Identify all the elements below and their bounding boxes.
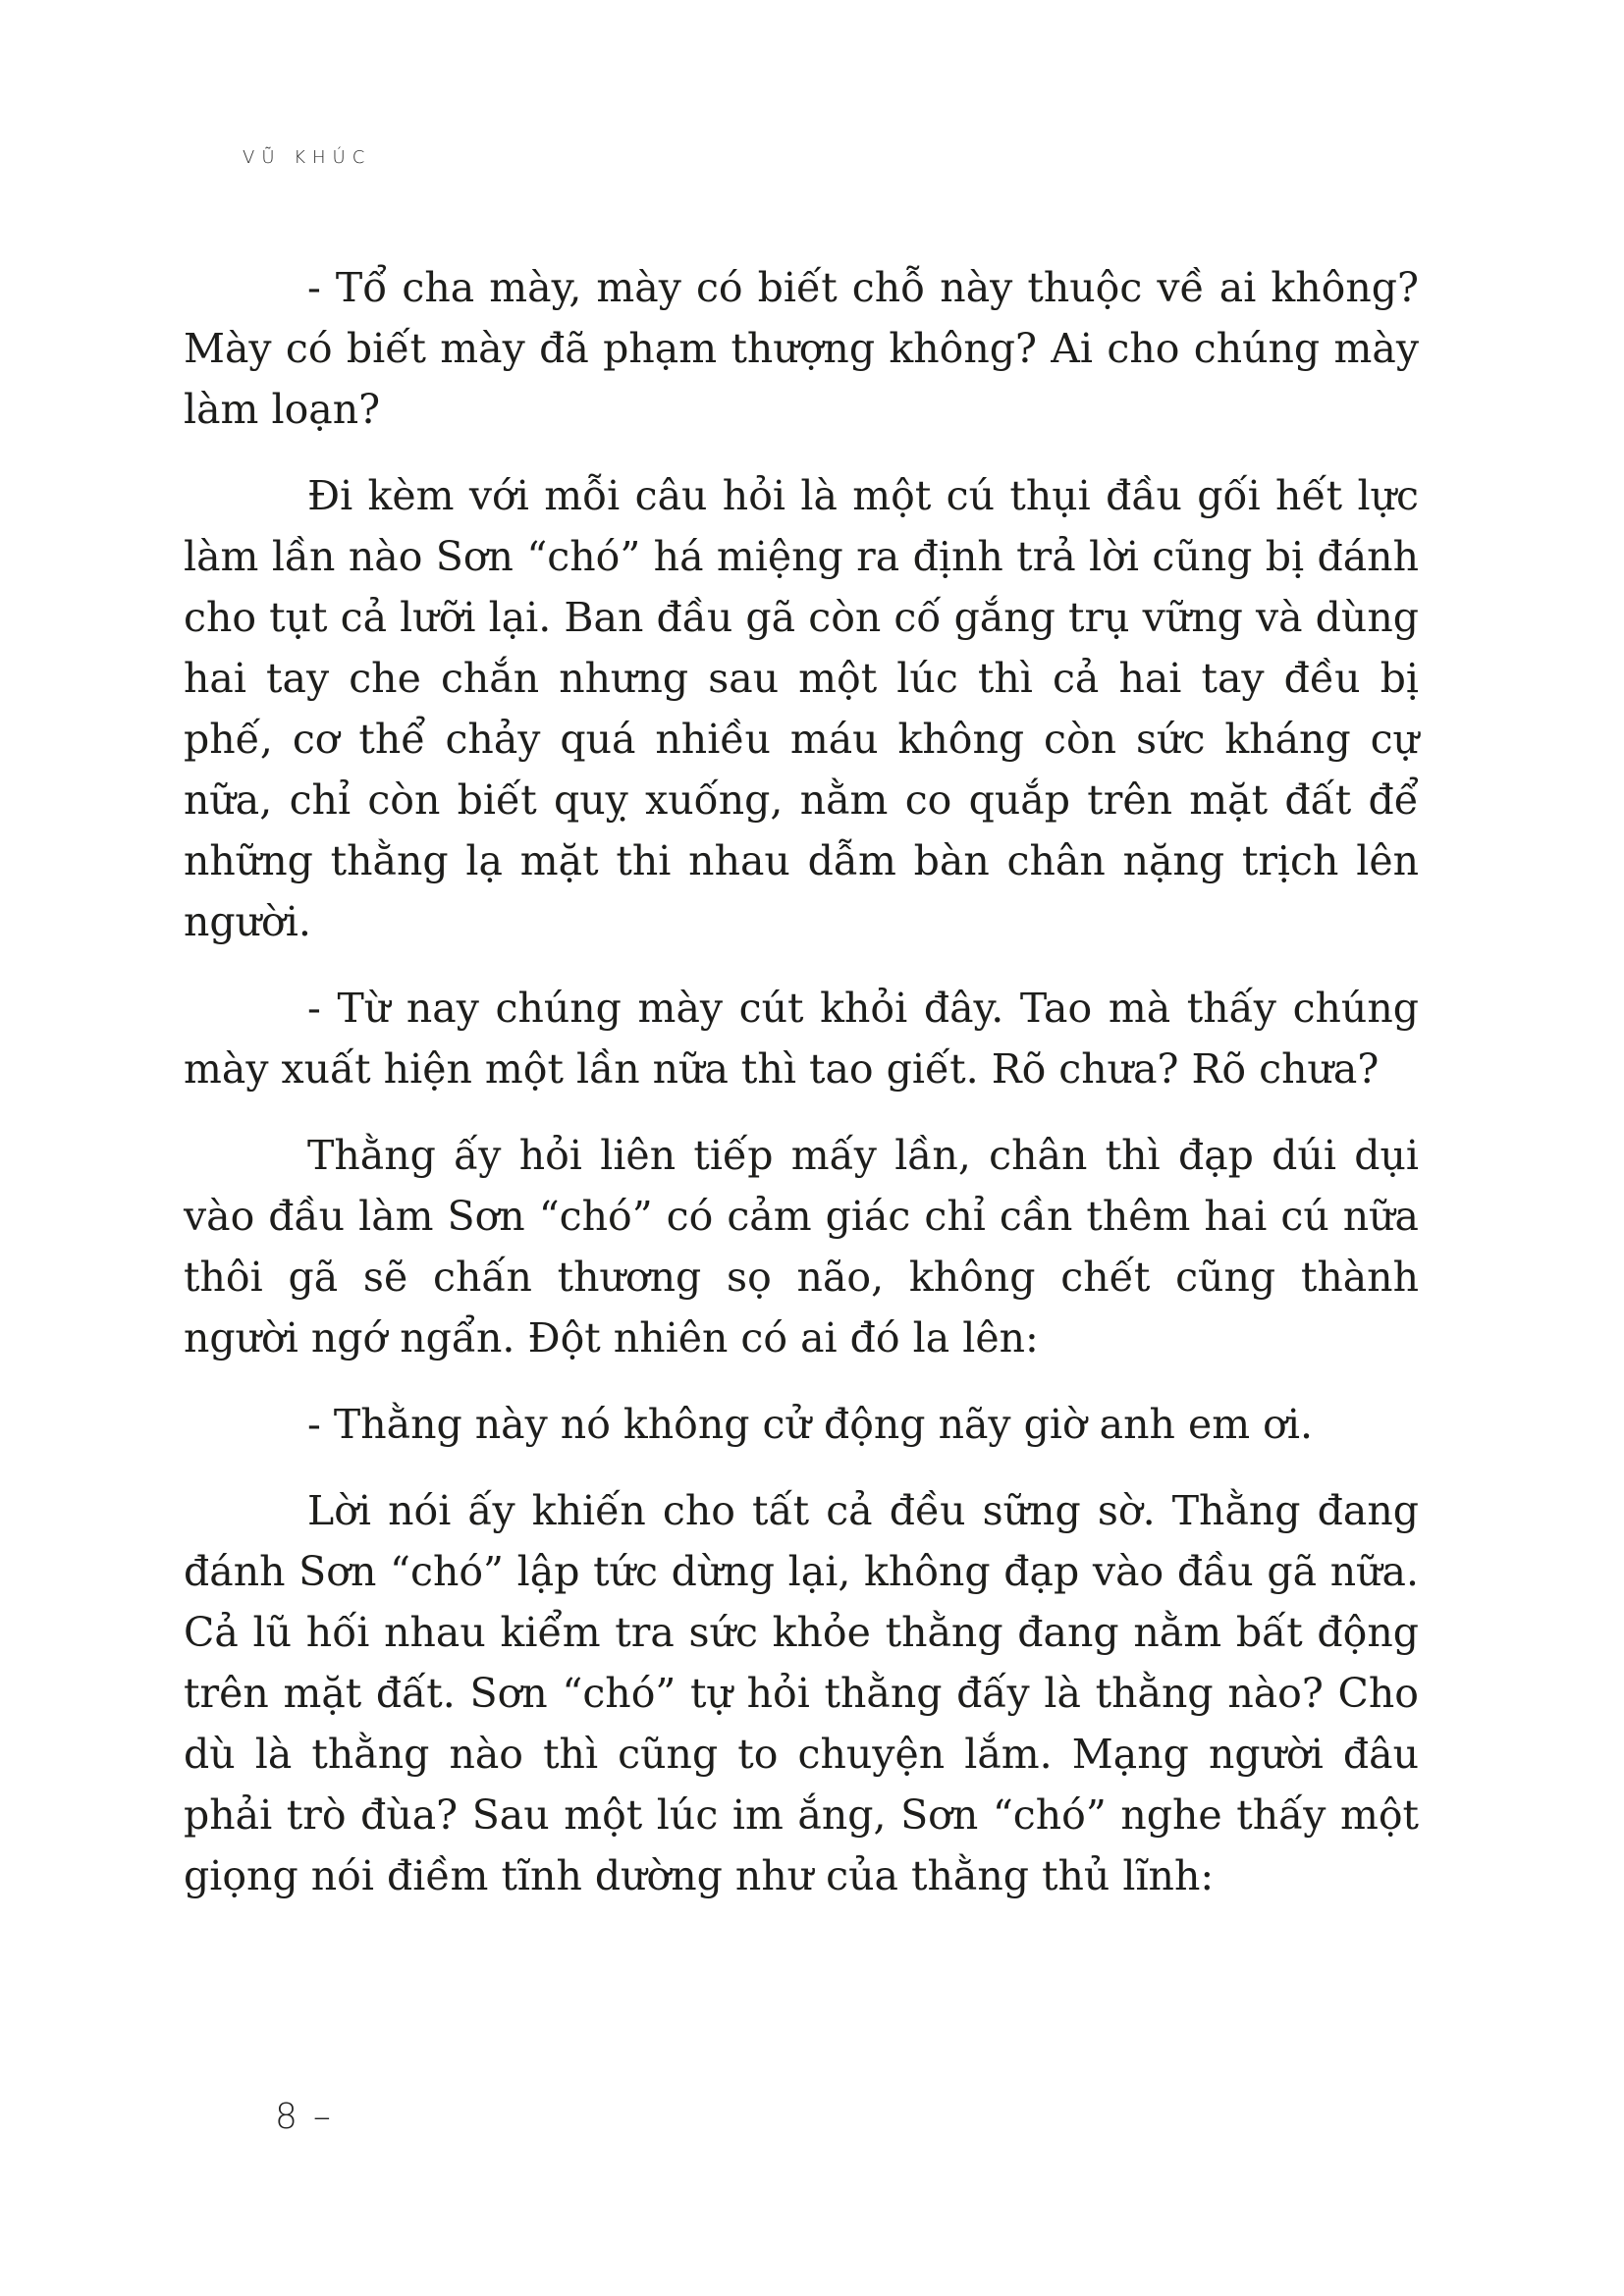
body-text — [184, 257, 1419, 1906]
page-number-dash: – — [312, 2097, 333, 2137]
paragraph: Thằng ấy hỏi liên tiếp mấy lần, chân thì đạp dúi dụi vào đầu làm Sơn “chó” có cảm giác chỉ cần thêm hai cú nữa thôi gã sẽ chấn thương sọ não, không chết cũng thành người ngớ ngẩn. Đột nhiên có ai đó la lên: — [184, 1132, 1419, 1362]
page-number: 8 — [275, 2097, 299, 2137]
paragraph: - Tổ cha mày, mày có biết chỗ này thuộc về ai không? Mày có biết mày đã phạm thượng không? Ai cho chúng mày làm loạn? — [184, 264, 1419, 433]
running-header: VŨ KHÚC — [243, 147, 372, 168]
paragraph: - Thằng này nó không cử động nãy giờ anh em ơi. — [307, 1401, 1313, 1448]
page-footer — [275, 2097, 333, 2137]
paragraph: Đi kèm với mỗi câu hỏi là một cú thụi đầu gối hết lực làm lần nào Sơn “chó” há miệng ra định trả lời cũng bị đánh cho tụt cả lưỡi lại. Ban đầu gã còn cố gắng trụ vững và dùng hai tay che chắn nhưng sau một lúc thì cả hai tay đều bị phế, cơ thể chảy quá nhiều máu không còn sức kháng cự nữa, chỉ còn biết quỵ xuống, nằm co quắp trên mặt đất để những thằng lạ mặt thi nhau dẫm bàn chân nặng trịch lên người. — [184, 472, 1419, 945]
paragraph: - Từ nay chúng mày cút khỏi đây. Tao mà thấy chúng mày xuất hiện một lần nữa thì tao giết. Rõ chưa? Rõ chưa? — [184, 985, 1419, 1093]
paragraph: Lời nói ấy khiến cho tất cả đều sững sờ. Thằng đang đánh Sơn “chó” lập tức dừng lại, không đạp vào đầu gã nữa. Cả lũ hối nhau kiểm tra sức khỏe thằng đang nằm bất động trên mặt đất. Sơn “chó” tự hỏi thằng đấy là thằng nào? Cho dù là thằng nào thì cũng to chuyện lắm. Mạng người đâu phải trò đùa? Sau một lúc im ắng, Sơn “chó” nghe thấy một giọng nói điềm tĩnh dường như của thằng thủ lĩnh: — [184, 1487, 1419, 1899]
